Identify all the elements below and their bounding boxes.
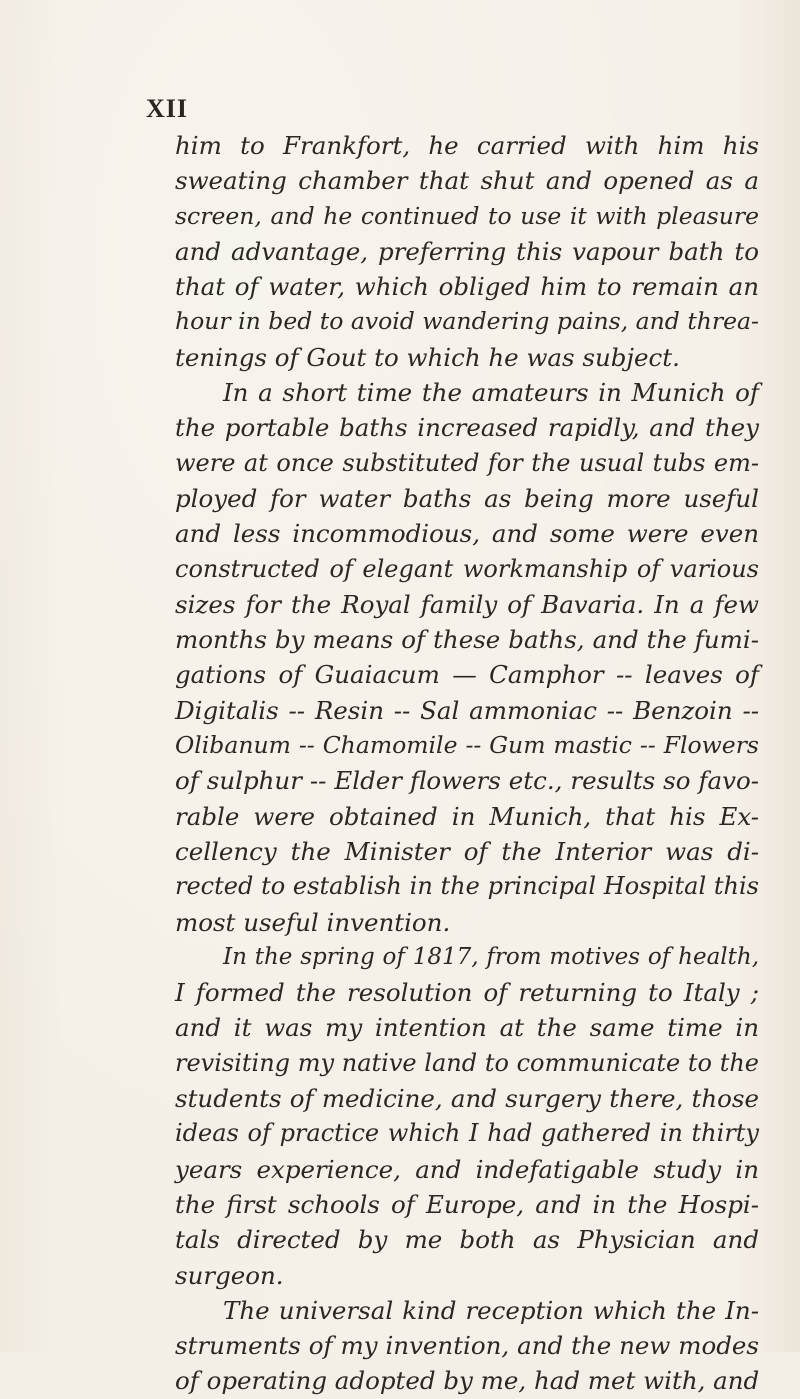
text-line: surgeon. [175,1260,284,1290]
text-line: and less incommodious, and some were even [175,519,759,549]
text-line: were at once substituted for the usual tubs em- [175,448,759,477]
text-line: rected to establish in the principal Hospital this [175,872,759,901]
text-line: ideas of practice which I had gathered in thirty [175,1119,759,1148]
text-line: students of medicine, and surgery there, those [175,1084,759,1114]
text-line: months by means of these baths, and the fumi- [175,625,759,655]
text-line: years experience, and indefatigable study in [175,1154,759,1184]
text-line: sweating chamber that shut and opened as a [175,166,759,196]
text-line: revisiting my native land to communicate to the [175,1048,759,1077]
page-number: XII [146,94,189,123]
text-line: and advantage, preferring this vapour bath to [175,236,759,266]
text-line: of operating adopted by me, had met with, and [175,1366,760,1396]
text-line: The universal kind reception which the In- [223,1295,759,1325]
text-line: the first schools of Europe, and in the Hospi- [175,1189,759,1219]
text-line: that of water, which obliged him to remain an [175,272,759,302]
text-line: cellency the Minister of the Interior was di- [175,836,759,866]
text-line: Olibanum -- Chamomile -- Gum mastic -- Flowers [175,731,759,760]
text-line: and it was my intention at the same time in [175,1013,759,1043]
text-line: of sulphur -- Elder flowers etc., results so favo- [175,766,759,796]
text-line: hour in bed to avoid wandering pains, and threa- [175,307,759,336]
body-text [175,128,759,1399]
text-line: him to Frankfort, he carried with him his [175,131,759,160]
text-line: struments of my invention, and the new modes [175,1331,759,1361]
text-line: the portable baths increased rapidly, and they [175,413,759,443]
text-line: In a short time the amateurs in Munich of [223,378,759,408]
text-line: gations of Guaiacum — Camphor -- leaves of [175,660,759,690]
text-line: In the spring of 1817, from motives of health, [223,943,759,970]
text-line: rable were obtained in Munich, that his Ex- [175,801,759,831]
text-line: screen, and he continued to use it with pleasure [175,201,759,230]
text-line: I formed the resolution of returning to Italy ; [175,978,759,1008]
text-line: tenings of Gout to which he was subject. [175,342,680,372]
text-line: most useful invention. [175,907,451,937]
text-line: ployed for water baths as being more useful [175,483,759,513]
text-line: sizes for the Royal family of Bavaria. In a few [175,589,759,619]
text-line: constructed of elegant workmanship of various [175,554,759,583]
text-line: Digitalis -- Resin -- Sal ammoniac -- Benzoin -- [175,695,759,725]
text-line: tals directed by me both as Physician and [175,1225,759,1255]
